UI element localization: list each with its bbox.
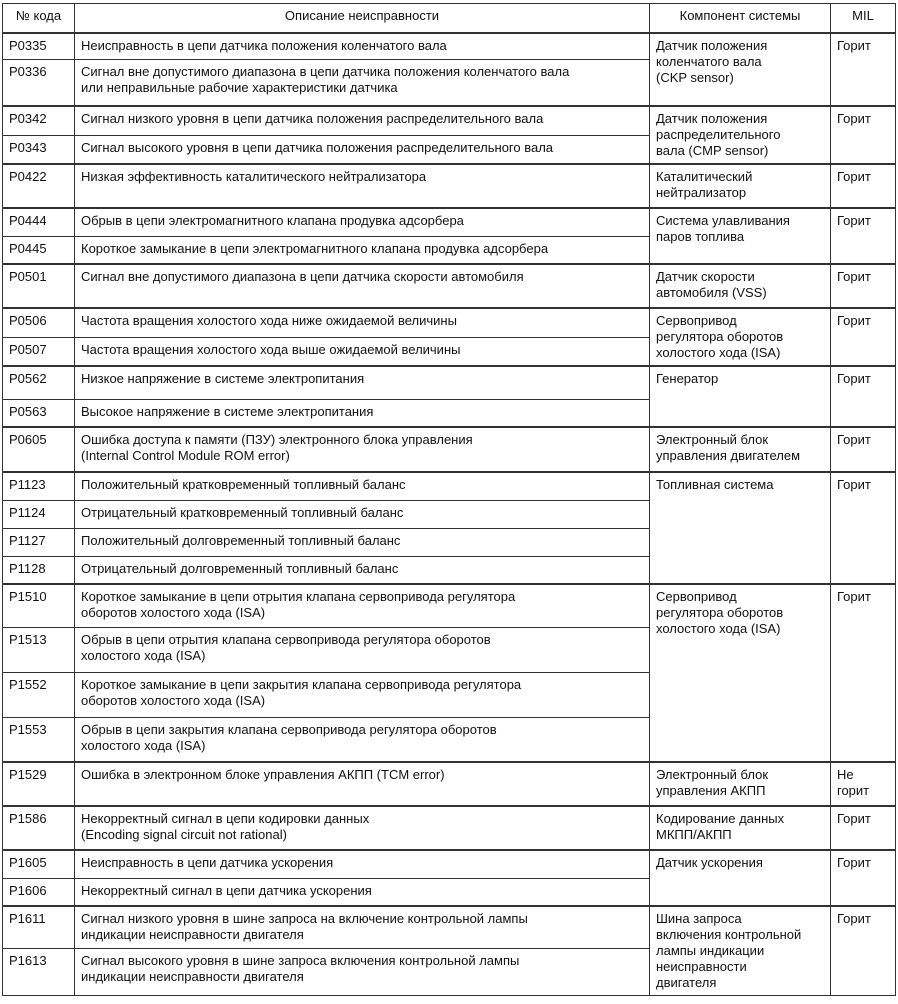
table-row — [3, 308, 896, 337]
cell-code: P0562 — [3, 366, 75, 399]
cell-description: Положительный кратковременный топливный баланс — [75, 472, 650, 500]
cell-description: Высокое напряжение в системе электропитания — [75, 399, 650, 427]
cell-code: P0336 — [3, 59, 75, 106]
cell-code: P1127 — [3, 528, 75, 556]
cell-description: Обрыв в цепи отрытия клапана сервопривода регулятора оборотов холостого хода (ISA) — [75, 627, 650, 672]
table-row — [3, 584, 896, 627]
cell-description: Ошибка в электронном блоке управления АКПП (TCM error) — [75, 762, 650, 806]
cell-code: P1605 — [3, 850, 75, 878]
cell-description: Короткое замыкание в цепи отрытия клапана сервопривода регулятора оборотов холостого хода (ISA) — [75, 584, 650, 627]
cell-component: Шина запроса включения контрольной лампы индикации неисправности двигателя — [650, 906, 831, 996]
table-body — [3, 33, 896, 996]
cell-mil: Горит — [831, 806, 896, 850]
cell-mil: Горит — [831, 427, 896, 472]
dtc-table — [2, 3, 896, 996]
cell-mil: Горит — [831, 308, 896, 366]
cell-component: Датчик ускорения — [650, 850, 831, 906]
header-description: Описание неисправности — [75, 4, 650, 34]
cell-description: Сигнал высокого уровня в шине запроса включения контрольной лампы индикации неисправности двигателя — [75, 949, 650, 996]
cell-mil: Горит — [831, 33, 896, 106]
cell-description: Частота вращения холостого хода ниже ожидаемой величины — [75, 308, 650, 337]
table-row — [3, 106, 896, 135]
table-row — [3, 164, 896, 208]
cell-code: P0343 — [3, 135, 75, 164]
cell-code: P0507 — [3, 337, 75, 366]
cell-code: P0501 — [3, 264, 75, 308]
table-row — [3, 850, 896, 878]
table-row — [3, 33, 896, 59]
cell-component: Датчик положения распределительного вала (CMP sensor) — [650, 106, 831, 164]
table-row — [3, 906, 896, 949]
cell-code: P1124 — [3, 500, 75, 528]
cell-description: Положительный долговременный топливный баланс — [75, 528, 650, 556]
cell-description: Низкая эффективность каталитического нейтрализатора — [75, 164, 650, 208]
cell-component: Генератор — [650, 366, 831, 427]
cell-code: P1553 — [3, 717, 75, 762]
cell-description: Частота вращения холостого хода выше ожидаемой величины — [75, 337, 650, 366]
table-row — [3, 427, 896, 472]
cell-mil: Горит — [831, 264, 896, 308]
cell-component: Датчик положения коленчатого вала (CKP sensor) — [650, 33, 831, 106]
cell-code: P1586 — [3, 806, 75, 850]
cell-code: P0445 — [3, 236, 75, 264]
table-row — [3, 366, 896, 399]
cell-code: P0422 — [3, 164, 75, 208]
cell-description: Низкое напряжение в системе электропитания — [75, 366, 650, 399]
cell-code: P0506 — [3, 308, 75, 337]
cell-code: P0605 — [3, 427, 75, 472]
table-row — [3, 762, 896, 806]
cell-description: Короткое замыкание в цепи закрытия клапана сервопривода регулятора оборотов холостого хода (ISA) — [75, 672, 650, 717]
cell-description: Сигнал низкого уровня в шине запроса на включение контрольной лампы индикации неисправности двигателя — [75, 906, 650, 949]
cell-code: P1510 — [3, 584, 75, 627]
cell-description: Обрыв в цепи закрытия клапана сервопривода регулятора оборотов холостого хода (ISA) — [75, 717, 650, 762]
cell-mil: Горит — [831, 164, 896, 208]
cell-description: Короткое замыкание в цепи электромагнитного клапана продувка адсорбера — [75, 236, 650, 264]
cell-component: Сервопривод регулятора оборотов холостого хода (ISA) — [650, 584, 831, 762]
cell-code: P1552 — [3, 672, 75, 717]
cell-description: Неисправность в цепи датчика ускорения — [75, 850, 650, 878]
cell-code: P1606 — [3, 878, 75, 906]
cell-description: Сигнал вне допустимого диапазона в цепи датчика положения коленчатого вала или неправильные рабочие характеристики датчика — [75, 59, 650, 106]
cell-code: P1128 — [3, 556, 75, 584]
cell-description: Сигнал высокого уровня в цепи датчика положения распределительного вала — [75, 135, 650, 164]
cell-component: Топливная система — [650, 472, 831, 584]
cell-component: Электронный блок управления АКПП — [650, 762, 831, 806]
cell-code: P1611 — [3, 906, 75, 949]
cell-component: Каталитический нейтрализатор — [650, 164, 831, 208]
cell-description: Неисправность в цепи датчика положения коленчатого вала — [75, 33, 650, 59]
table-row — [3, 472, 896, 500]
cell-mil: Горит — [831, 472, 896, 584]
cell-mil: Не горит — [831, 762, 896, 806]
cell-code: P0342 — [3, 106, 75, 135]
table-header-row — [3, 4, 896, 34]
cell-mil: Горит — [831, 584, 896, 762]
cell-component: Кодирование данных МКПП/АКПП — [650, 806, 831, 850]
cell-code: P1123 — [3, 472, 75, 500]
table-row — [3, 806, 896, 850]
cell-description: Отрицательный долговременный топливный баланс — [75, 556, 650, 584]
cell-description: Ошибка доступа к памяти (ПЗУ) электронного блока управления (Internal Control Module ROM error) — [75, 427, 650, 472]
table-row — [3, 264, 896, 308]
cell-component: Сервопривод регулятора оборотов холостого хода (ISA) — [650, 308, 831, 366]
header-code: № кода — [3, 4, 75, 34]
cell-code: P0335 — [3, 33, 75, 59]
cell-code: P1513 — [3, 627, 75, 672]
cell-mil: Горит — [831, 850, 896, 906]
cell-component: Датчик скорости автомобиля (VSS) — [650, 264, 831, 308]
cell-description: Некорректный сигнал в цепи датчика ускорения — [75, 878, 650, 906]
header-component: Компонент системы — [650, 4, 831, 34]
cell-mil: Горит — [831, 906, 896, 996]
cell-description: Отрицательный кратковременный топливный баланс — [75, 500, 650, 528]
cell-description: Обрыв в цепи электромагнитного клапана продувка адсорбера — [75, 208, 650, 236]
cell-description: Сигнал низкого уровня в цепи датчика положения распределительного вала — [75, 106, 650, 135]
cell-description: Сигнал вне допустимого диапазона в цепи датчика скорости автомобиля — [75, 264, 650, 308]
cell-code: P0563 — [3, 399, 75, 427]
table-row — [3, 208, 896, 236]
header-mil: MIL — [831, 4, 896, 34]
cell-code: P1529 — [3, 762, 75, 806]
cell-mil: Горит — [831, 208, 896, 264]
cell-component: Система улавливания паров топлива — [650, 208, 831, 264]
cell-mil: Горит — [831, 366, 896, 427]
cell-code: P1613 — [3, 949, 75, 996]
cell-mil: Горит — [831, 106, 896, 164]
cell-component: Электронный блок управления двигателем — [650, 427, 831, 472]
cell-description: Некорректный сигнал в цепи кодировки данных (Encoding signal circuit not rational) — [75, 806, 650, 850]
cell-code: P0444 — [3, 208, 75, 236]
